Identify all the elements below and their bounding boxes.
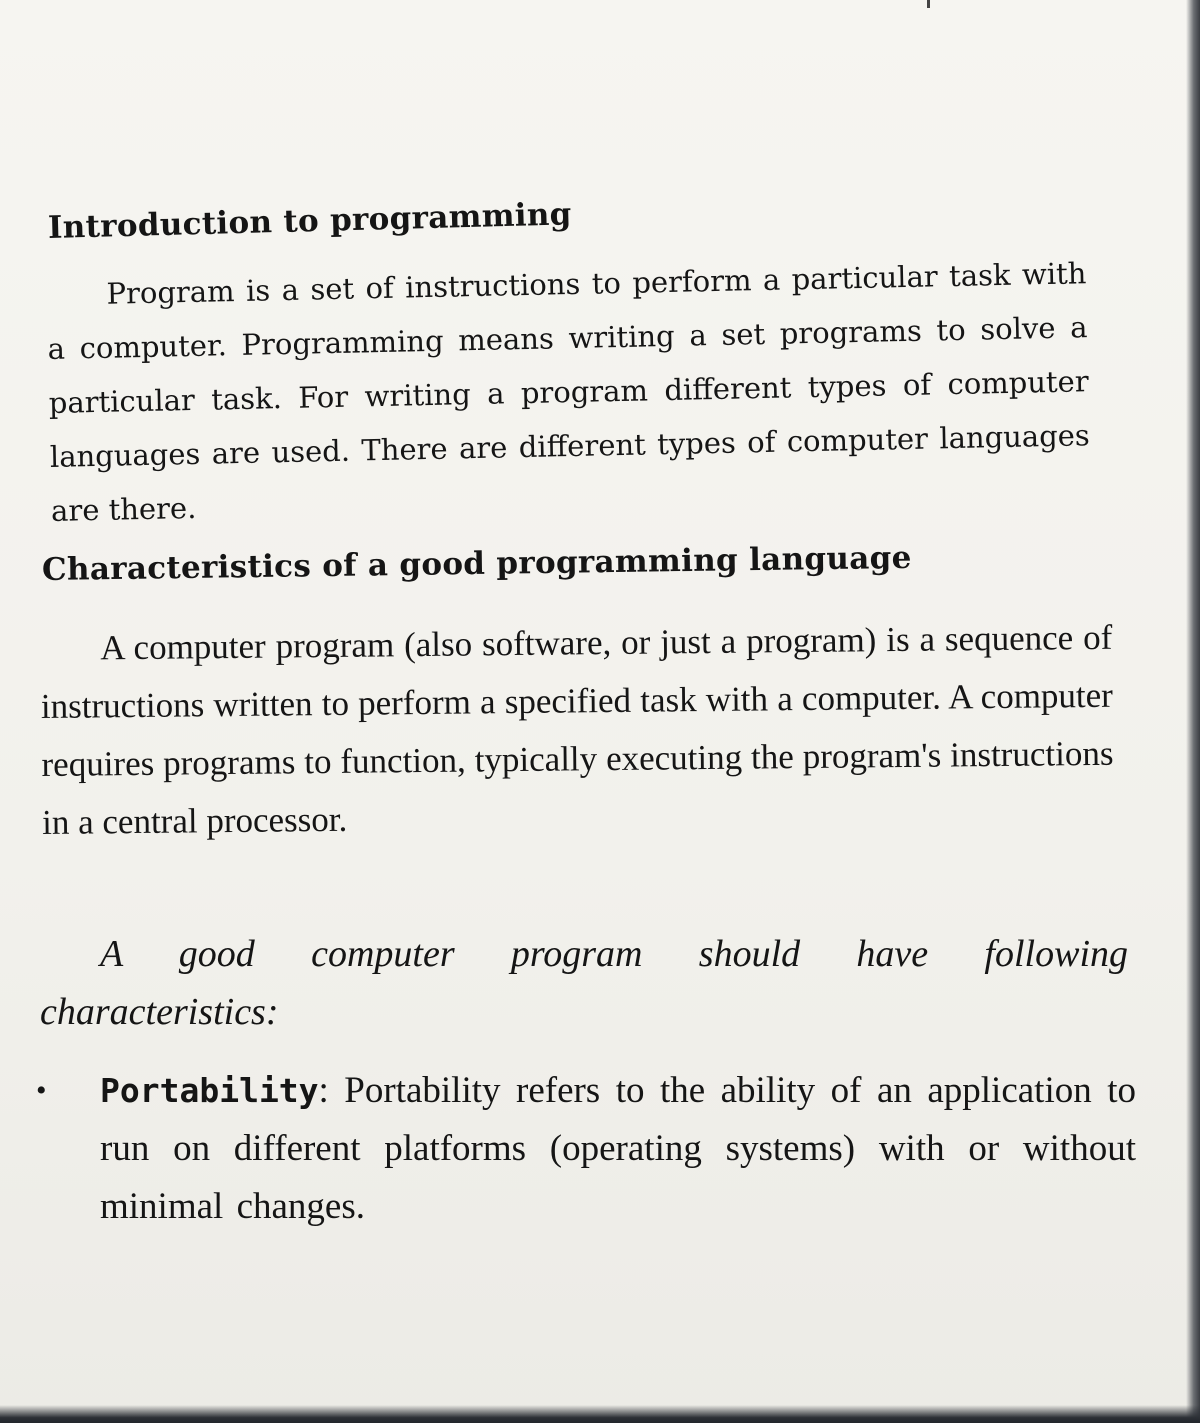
term-portability: Portability xyxy=(100,1071,319,1110)
program-definition-paragraph: A computer program (also software, or just a program) is a sequence of instructions written to perform a specified task with a computer. A computer requires programs to function, typically executing the program's instructions in a central processor. xyxy=(40,617,1114,842)
list-item-portability xyxy=(36,1062,1136,1236)
page-edge-shadow-right xyxy=(1186,0,1200,1423)
introduction-paragraph: Program is a set of instructions to perform a particular task with a computer. Programming means writing a set programs to solve a particular task. For writing a program different types of computer languages are used. There are different types of computer languages are there. xyxy=(47,256,1091,528)
section-heading-introduction: Introduction to programming xyxy=(47,196,573,246)
section-heading-characteristics: Characteristics of a good programming language xyxy=(41,539,912,588)
page-edge-shadow-bottom xyxy=(0,1405,1200,1423)
bullet-icon: • xyxy=(36,1074,47,1107)
page-mark xyxy=(927,0,930,8)
portability-description: Portability refers to the ability of an application to run on different platforms (operating systems) with or without minimal changes. xyxy=(100,1070,1136,1227)
characteristics-list xyxy=(36,1062,1136,1236)
characteristics-intro: A good computer program should have following characteristics: xyxy=(40,933,1128,1033)
term-separator: : xyxy=(318,1070,329,1111)
